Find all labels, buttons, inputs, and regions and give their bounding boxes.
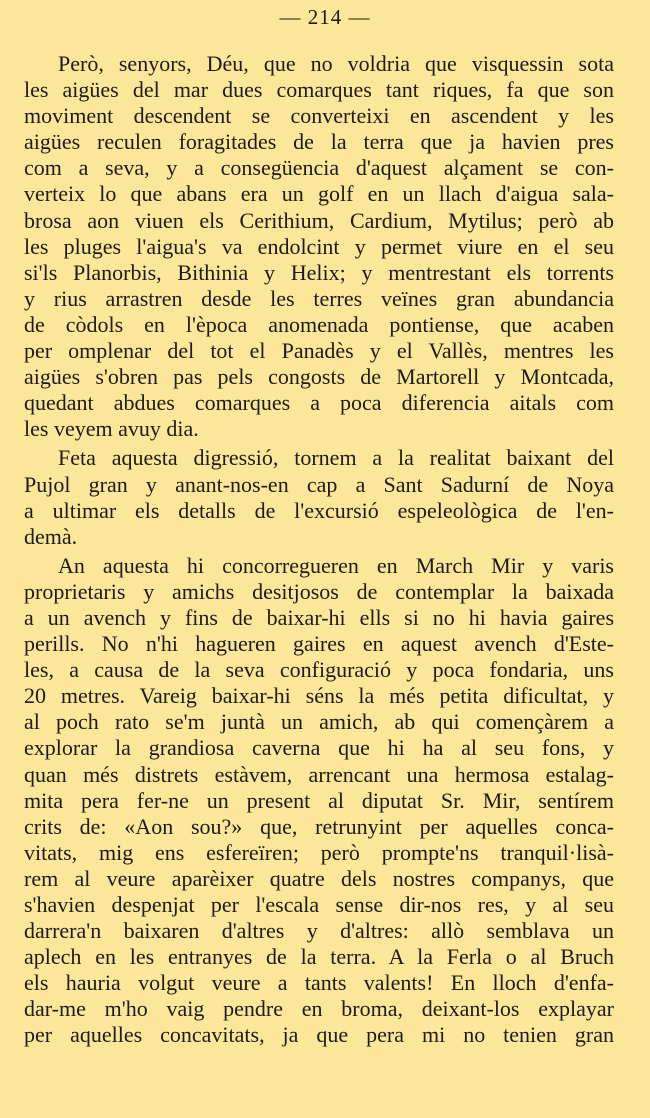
text-line: les veyem avuy dia. — [24, 416, 199, 442]
text-line: dar-me m'ho vaig pendre en broma, deixant-los explayar — [24, 996, 614, 1022]
text-line: verteix lo que abans era un golf en un llach d'aigua sala- — [24, 181, 614, 207]
text-line: si'ls Planorbis, Bithinia y Helix; y mentrestant els torrents — [24, 259, 614, 285]
text-line: proprietaris y amichs desitjosos de contemplar la baixada — [24, 578, 614, 604]
paragraph — [24, 445, 614, 549]
text-line: quan més distrets estàvem, arrencant una hermosa estalag- — [24, 761, 614, 787]
body-text — [24, 51, 614, 1049]
text-line: com a seva, y a consegüencia d'aquest alçament se con- — [24, 155, 614, 181]
text-line: crits de: «Aon sou?» que, retrunyint per aquelles conca- — [24, 813, 614, 839]
text-line: darrera'n baixaren d'altres y d'altres: allò semblava un — [24, 918, 614, 944]
text-line: explorar la grandiosa caverna que hi ha al seu fons, y — [24, 735, 614, 761]
paragraph — [24, 553, 614, 1049]
text-line: perills. No n'hi hagueren gaires en aquest avench d'Este- — [24, 631, 614, 657]
text-line: 20 metres. Vareig baixar-hi séns la més petita dificultat, y — [24, 683, 614, 709]
text-line: de còdols en l'època anomenada pontiense, que acaben — [24, 311, 614, 337]
text-line: les, a causa de la seva configuració y poca fondaria, uns — [24, 657, 614, 683]
text-line: aplech en les entranyes de la terra. A la Ferla o al Bruch — [24, 944, 614, 970]
text-line: y rius arrastren desde les terres veïnes gran abundancia — [24, 285, 614, 311]
text-line: aigües s'obren pas pels congosts de Martorell y Montcada, — [24, 364, 614, 390]
text-line: al poch rato se'm juntà un amich, ab qui començàrem a — [24, 709, 614, 735]
text-line: vitats, mig ens esfereïren; però prompte'ns tranquil·lisà- — [24, 839, 614, 865]
text-line: a ultimar els detalls de l'excursió espeleològica de l'en- — [24, 497, 614, 523]
text-line: Feta aquesta digressió, tornem a la realitat baixant del — [58, 445, 614, 471]
text-line: les aigües del mar dues comarques tant riques, fa que son — [24, 77, 614, 103]
text-line: moviment descendent se converteixi en ascendent y les — [24, 103, 614, 129]
text-line: Però, senyors, Déu, que no voldria que visquessin sota — [58, 51, 614, 76]
text-line: a un avench y fins de baixar-hi ells si no hi havia gaires — [24, 604, 614, 630]
text-line: quedant abdues comarques a poca diferencia aitals com — [24, 390, 614, 416]
text-line: s'havien despenjat per l'escala sense dir-nos res, y al seu — [24, 892, 614, 917]
text-line: brosa aon viuen els Cerithium, Cardium, Mytilus; però ab — [24, 207, 614, 233]
text-line: rem al veure aparèixer quatre dels nostres companys, que — [24, 865, 614, 891]
text-line: An aquesta hi concorregueren en March Mir y varis — [58, 552, 614, 578]
text-line: demà. — [24, 523, 78, 549]
text-line: per omplenar del tot el Panadès y el Vallès, mentres les — [24, 338, 614, 364]
page-number: — 214 — — [279, 5, 371, 29]
text-line: Pujol gran y anant-nos-en cap a Sant Sadurní de Noya — [24, 471, 614, 497]
text-line: mita pera fer-ne un present al diputat Sr. Mir, sentírem — [24, 787, 614, 813]
text-line: aigües reculen foragitades de la terra que ja havien pres — [24, 129, 614, 155]
text-line: per aquelles concavitats, ja que pera mi no tenien gran — [24, 1022, 614, 1048]
text-line: els hauria volgut veure a tants valents! En lloch d'enfa- — [24, 970, 614, 996]
text-line: les pluges l'aigua's va endolcint y permet viure en el seu — [24, 233, 614, 259]
paragraph — [24, 51, 614, 442]
